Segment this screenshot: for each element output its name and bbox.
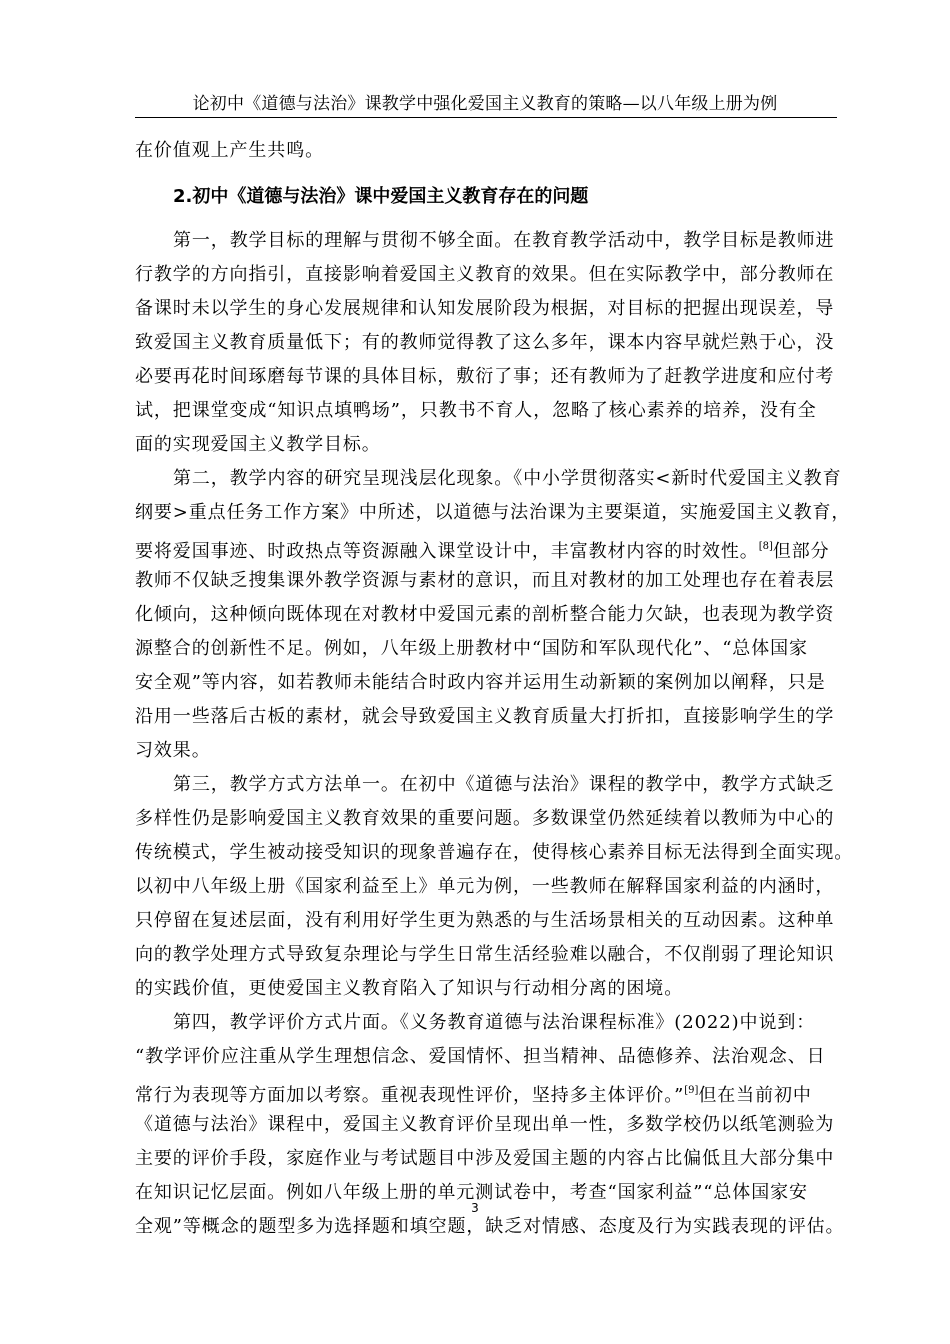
paragraph-line: 源整合的创新性不足。例如，八年级上册教材中“国防和军队现代化”、“总体国家 xyxy=(135,638,808,659)
paragraph-line: 习效果。 xyxy=(135,740,211,761)
line-text: 常行为表现等方面加以考察。重视表现性评价，坚持多主体评价。” xyxy=(135,1085,685,1106)
body-text xyxy=(135,134,854,1244)
header-rule xyxy=(135,117,837,118)
paragraph-line: 安全观”等内容，如若教师未能结合时政内容并运用生动新颖的案例加以阐释，只是 xyxy=(135,672,826,693)
paragraph-line: 化倾向，这种倾向既体现在对教材中爱国元素的剖析整合能力欠缺，也表现为教学资 xyxy=(135,604,835,625)
paragraph-line: 第二，教学内容的研究呈现浅层化现象。《中小学贯彻落实<新时代爱国主义教育 xyxy=(173,468,842,489)
citation-marker: [8] xyxy=(758,541,773,552)
citation-marker: [9] xyxy=(684,1085,699,1096)
page-number: 3 xyxy=(471,1201,479,1215)
paragraph-line: 只停留在复述层面，没有利用好学生更为熟悉的与生活场景相关的互动因素。这种单 xyxy=(135,910,835,931)
paragraph-line: 在知识记忆层面。例如八年级上册的单元测试卷中，考查“国家利益”“总体国家安 xyxy=(135,1182,808,1203)
line-text-tail: 但在当前初中 xyxy=(698,1085,812,1106)
paragraph-line: 面的实现爱国主义教学目标。 xyxy=(135,434,381,455)
paragraph-line: 第三，教学方式方法单一。在初中《道德与法治》课程的教学中，教学方式缺乏 xyxy=(173,774,835,795)
paragraph-line: 向的教学处理方式导致复杂理论与学生日常生活经验难以融合，不仅削弱了理论知识 xyxy=(135,944,835,965)
paragraph-line: 传统模式，学生被动接受知识的现象普遍存在，使得核心素养目标无法得到全面实现。 xyxy=(135,842,854,863)
paragraph-line: 纲要>重点任务工作方案》中所述，以道德与法治课为主要渠道，实施爱国主义教育， xyxy=(135,502,851,523)
intro-line: 在价值观上产生共鸣。 xyxy=(135,140,324,161)
paragraph-line: 主要的评价手段，家庭作业与考试题目中涉及爱国主题的内容占比偏低且大部分集中 xyxy=(135,1148,835,1169)
paragraph-2 xyxy=(135,462,851,768)
paragraph-line: 沿用一些落后古板的素材，就会导致爱国主义教育质量大打折扣，直接影响学生的学 xyxy=(135,706,835,727)
paragraph-line: 第一，教学目标的理解与贯彻不够全面。在教育教学活动中，教学目标是教师进 xyxy=(173,230,835,251)
paragraph-line-with-citation xyxy=(135,530,837,564)
running-header: 论初中《道德与法治》课教学中强化爱国主义教育的策略—以八年级上册为例 xyxy=(192,94,778,114)
paragraph-3 xyxy=(135,768,854,1006)
paragraph-1 xyxy=(135,224,837,462)
paragraph-line: 多样性仍是影响爱国主义教育效果的重要问题。多数课堂仍然延续着以教师为中心的 xyxy=(135,808,835,829)
paragraph-line: 以初中八年级上册《国家利益至上》单元为例，一些教师在解释国家利益的内涵时， xyxy=(135,876,835,897)
paragraph-line: 致爱国主义教育质量低下；有的教师觉得教了这么多年，课本内容早就烂熟于心，没 xyxy=(135,332,835,353)
paragraph-line: 行教学的方向指引，直接影响着爱国主义教育的效果。但在实际教学中，部分教师在 xyxy=(135,264,835,285)
paragraph-line: 《道德与法治》课程中，爱国主义教育评价呈现出单一性，多数学校仍以纸笔测验为 xyxy=(135,1114,835,1135)
paragraph-line: 必要再花时间琢磨每节课的具体目标，敷衍了事；还有教师为了赶教学进度和应付考 xyxy=(135,366,835,387)
line-text-tail: 但部分 xyxy=(772,541,830,562)
paragraph-line: 备课时未以学生的身心发展规律和认知发展阶段为根据，对目标的把握出现误差，导 xyxy=(135,298,835,319)
paragraph-line: “教学评价应注重从学生理想信念、爱国情怀、担当精神、品德修养、法治观念、日 xyxy=(135,1046,826,1067)
line-text: 要将爱国事迹、时政热点等资源融入课堂设计中，丰富教材内容的时效性。 xyxy=(135,541,759,562)
paragraph-line: 全观”等概念的题型多为选择题和填空题，缺乏对情感、态度及行为实践表现的评估。 xyxy=(135,1216,845,1237)
paragraph-line: 的实践价值，更使爱国主义教育陷入了知识与行动相分离的困境。 xyxy=(135,978,684,999)
paragraph-line-with-citation xyxy=(135,1074,837,1108)
paragraph-line: 教师不仅缺乏搜集课外教学资源与素材的意识，而且对教材的加工处理也存在着表层 xyxy=(135,570,835,591)
paragraph-line: 试，把课堂变成“知识点填鸭场”，只教书不育人，忽略了核心素养的培养，没有全 xyxy=(135,400,817,421)
paragraph-line: 第四，教学评价方式片面。《义务教育道德与法治课程标准》(2022)中说到： xyxy=(173,1012,816,1033)
section-heading: 2.初中《道德与法治》课中爱国主义教育存在的问题 xyxy=(173,186,589,207)
